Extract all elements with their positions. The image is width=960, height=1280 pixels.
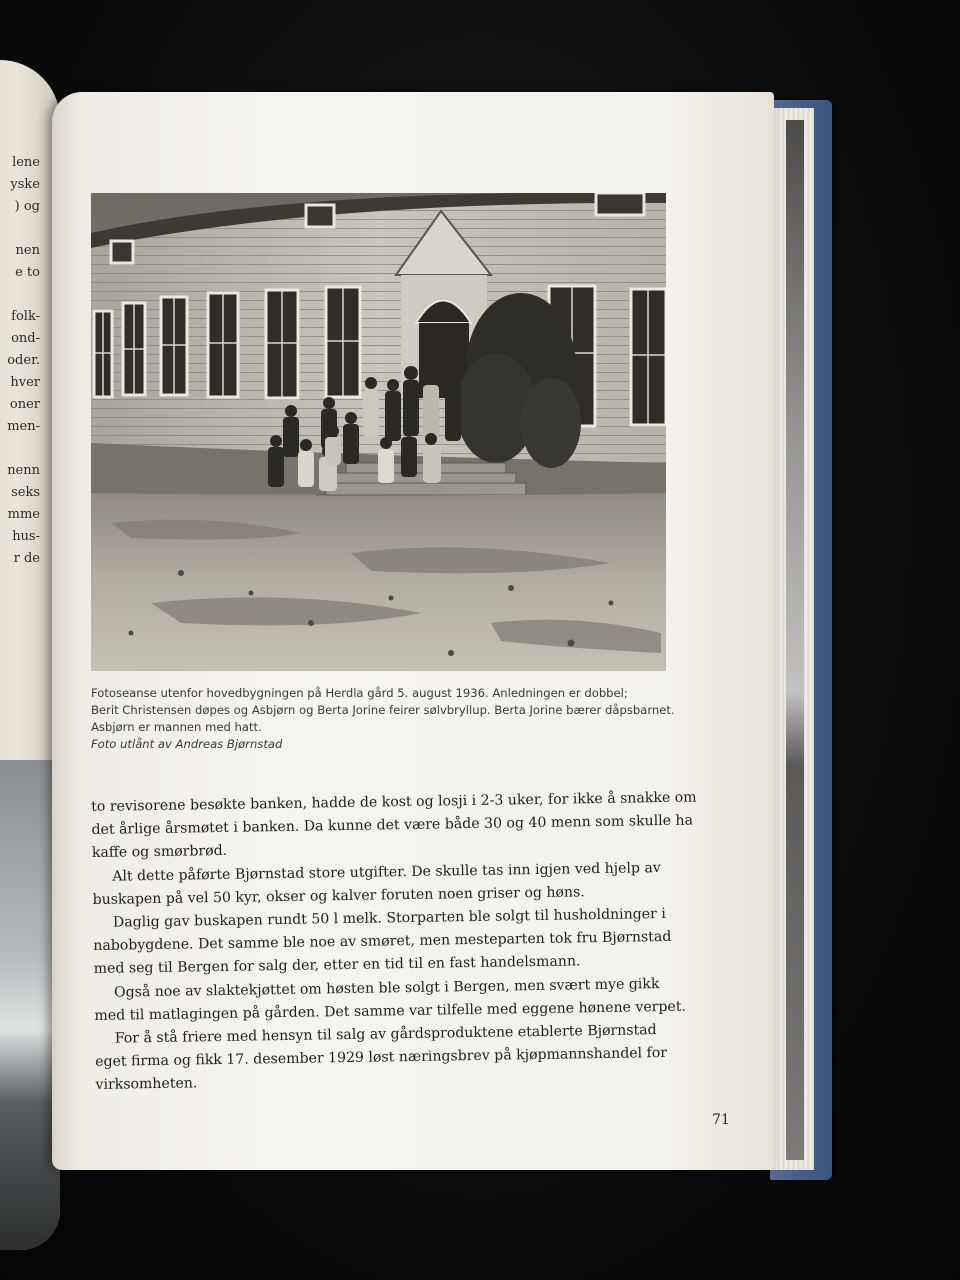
body-line: det årlige årsmøtet i banken. Da kunne det være både 30 og 40 menn som skulle ha <box>91 812 694 839</box>
body-line: virksomheten. <box>95 1075 198 1094</box>
body-line: to revisorene besøkte banken, hadde de kost og losji i 2-3 uker, for ikke å snakke om <box>91 789 697 815</box>
next-page-photo-strip <box>786 120 804 1160</box>
photo-credit: Foto utlånt av Andreas Bjørnstad <box>91 737 283 751</box>
body-line: med til matlagingen på gården. Det samme var tilfelle med eggene hønene verpet. <box>94 998 687 1024</box>
body-line: Alt dette påførte Bjørnstad store utgifter. De skulle tas inn igjen ved hjelp av <box>112 859 661 885</box>
photo-illustration <box>91 193 666 671</box>
photo-caption <box>91 685 711 753</box>
left-page-text-fragments: lene yske ) og nen e to folk- ond- oder. hver oner men- nenn seks mme hus- r de <box>7 155 40 566</box>
body-line: nabobygdene. Det samme ble noe av smøret, men mesteparten tok fru Bjørnstad <box>93 929 672 955</box>
body-line: buskapen på vel 50 kyr, okser og kalver foruten noen griser og høns. <box>92 884 585 908</box>
body-line: For å stå friere med hensyn til salg av gårdsproduktene etablerte Bjørnstad <box>114 1022 657 1047</box>
left-page-photo <box>0 760 60 1250</box>
left-page <box>0 60 60 1250</box>
body-line: eget firma og fikk 17. desember 1929 løst næringsbrev på kjøpmannshandel for <box>95 1045 668 1071</box>
body-line: Også noe av slaktekjøttet om høsten ble solgt i Bergen, men svært mye gikk <box>113 975 660 1001</box>
caption-line-1: Fotoseanse utenfor hovedbygningen på Herdla gård 5. august 1936. Anledningen er dobbel; <box>91 686 628 700</box>
body-line: med seg til Bergen for salg der, etter en tid til en fast handelsmann. <box>93 953 581 978</box>
body-text <box>91 786 716 1097</box>
body-line: Daglig gav buskapen rundt 50 l melk. Storparten ble solgt til husholdninger i <box>112 906 666 931</box>
historic-photo-house-group <box>91 193 666 671</box>
caption-line-3: Asbjørn er mannen med hatt. <box>91 720 262 734</box>
caption-line-2: Berit Christensen døpes og Asbjørn og Berta Jorine feirer sølvbryllup. Berta Jorine bærer dåpsbarnet. <box>91 703 675 717</box>
page-number: 71 <box>712 1112 730 1128</box>
body-line: kaffe og smørbrød. <box>91 843 228 862</box>
